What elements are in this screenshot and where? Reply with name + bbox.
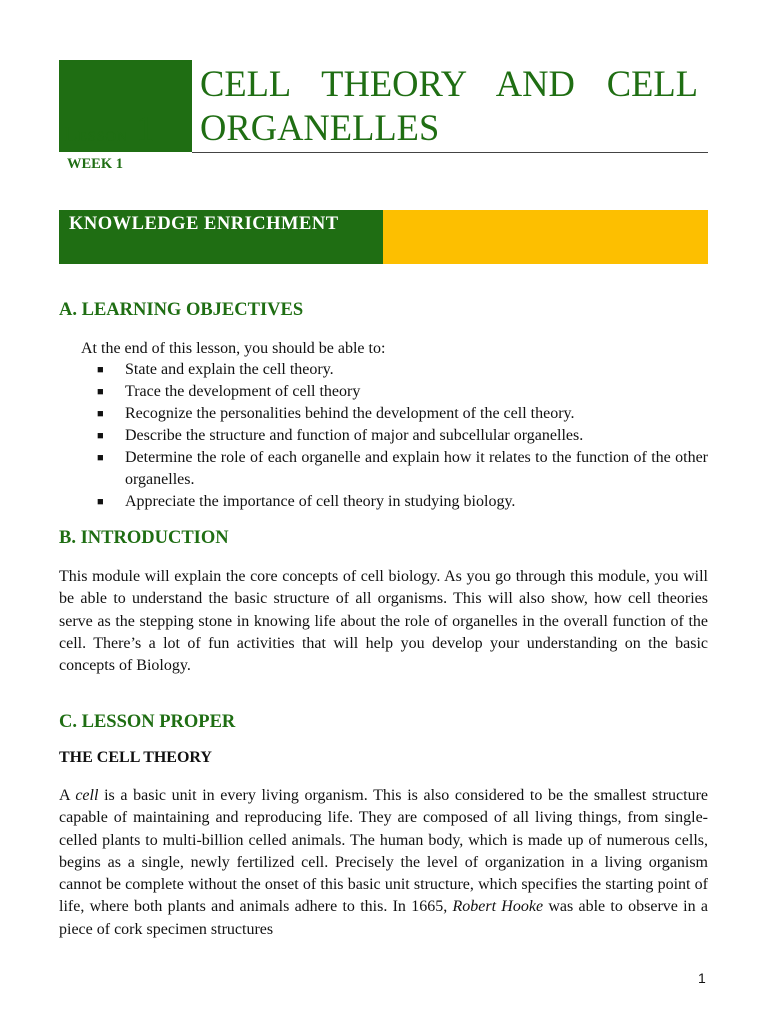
objectives-list [97,359,708,513]
banner-accent [383,210,708,264]
banner-label: KNOWLEDGE ENRICHMENT [59,210,383,264]
lesson-number: 1 [135,109,155,150]
page-number: 1 [698,970,706,986]
objectives-heading: A. LEARNING OBJECTIVES [59,300,304,320]
term-cell: cell [75,787,99,804]
square-bullet-icon: ■ [97,364,104,376]
name-robert-hooke: Robert Hooke [452,898,544,916]
list-item: ■ Appreciate the importance of cell theory in studying biology. [97,491,708,513]
week-label: WEEK 1 [67,156,123,172]
list-item: ■ Describe the structure and function of major and subcellular organelles. [97,425,708,447]
lesson-word: Lesson [64,121,128,146]
square-bullet-icon: ■ [97,496,104,508]
list-item: ■ State and explain the cell theory. [97,359,708,381]
list-item: ■ Determine the role of each organelle and explain how it relates to the function of the other organelles. [97,449,708,488]
cell-theory-subheading: THE CELL THEORY [59,749,212,766]
list-item: ■ Trace the development of cell theory [97,381,708,403]
introduction-paragraph: This module will explain the core concepts of cell biology. As you go through this module, you will be able to understand the basic structure of all organisms. This will also show, how cell theories serve as the stepping stone in knowing life about the role of organelles in the overall function of the cell. There’s a lot of fun activities that will help you develop your understanding on the basic concepts of Biology. [59,568,708,675]
square-bullet-icon: ■ [97,452,104,464]
title-underline [192,152,708,153]
knowledge-enrichment-banner [59,210,708,264]
cell-theory-paragraph: A cell is a basic unit in every living organism. This is also considered to be the smallest structure capable of maintaining and reproducing life. They are composed of all living things, from single-celled plants to multi-billion celled animals. The human body, which is made up of numerous cells, begins as a single, newly fertilized cell. Precisely the level of organization in a living organism cannot be complete without the onset of this basic unit structure, which specifies the starting point of life, where both plants and animals adhere to this. In 1665, Robert Hooke was able to observe in a piece of cork specimen structures [59,787,709,938]
square-bullet-icon: ■ [97,408,104,420]
list-item: ■ Recognize the personalities behind the development of the cell theory. [97,403,708,425]
lesson-proper-heading: C. LESSON PROPER [59,712,236,732]
lesson-label [64,108,155,151]
square-bullet-icon: ■ [97,430,104,442]
introduction-heading: B. INTRODUCTION [59,528,229,548]
page-title: CELL THEORY AND CELL ORGANELLES [200,63,698,148]
objectives-intro: At the end of this lesson, you should be able to: [81,340,386,357]
square-bullet-icon: ■ [97,386,104,398]
